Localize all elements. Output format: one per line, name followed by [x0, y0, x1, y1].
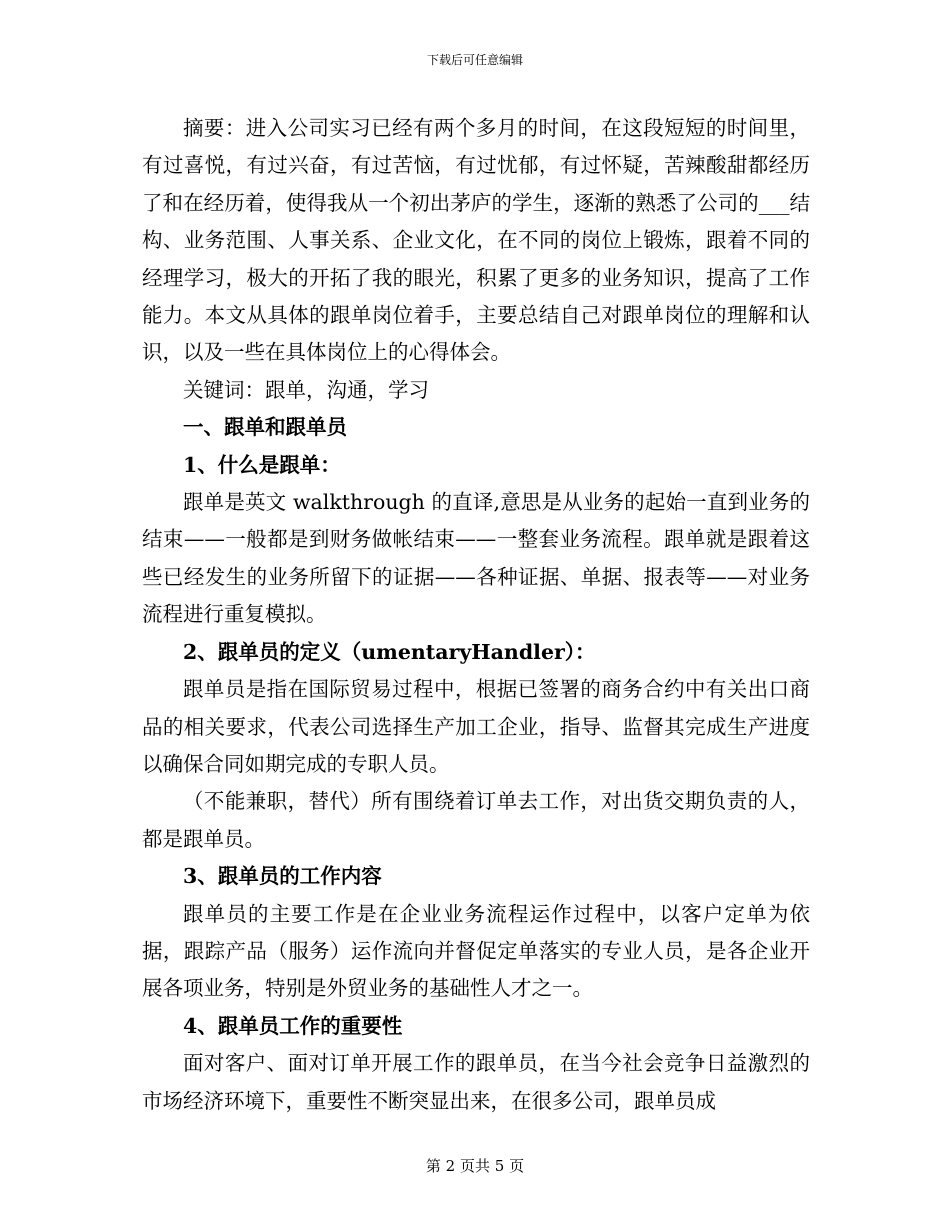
- document-body: [142, 110, 810, 1120]
- abstract-paragraph: 摘要：进入公司实习已经有两个多月的时间，在这段短短的时间里，有过喜悦，有过兴奋，有过苦恼，有过忧郁，有过怀疑，苦辣酸甜都经历了和在经历着，使得我从一个初出茅庐的学生，逐渐的熟悉了公司的___结构、业务范围、人事关系、企业文化，在不同的岗位上锻炼，跟着不同的经理学习，极大的开拓了我的眼光，积累了更多的业务知识，提高了工作能力。本文从具体的跟单岗位着手，主要总结自己对跟单岗位的理解和认识，以及一些在具体岗位上的心得体会。: [142, 116, 810, 365]
- keywords-line: 关键词：跟单，沟通，学习: [183, 377, 429, 402]
- page-footer: 第 2 页共 5 页: [425, 1157, 525, 1175]
- page-header: 下载后可任意编辑: [426, 53, 523, 67]
- subheading-4: 4、跟单员工作的重要性: [183, 1013, 403, 1038]
- section-heading-1: 一、跟单和跟单员: [183, 415, 347, 440]
- paragraph-4: 跟单员的主要工作是在企业业务流程运作过程中，以客户定单为依据，跟踪产品（服务）运作流向并督促定单落实的专业人员，是各企业开展各项业务，特别是外贸业务的基础性人才之一。: [142, 901, 810, 1001]
- subheading-1: 1、什么是跟单：: [183, 452, 341, 477]
- paragraph-1: 跟单是英文 walkthrough 的直译,意思是从业务的起始一直到业务的结束——一般都是到财务做帐结束——一整套业务流程。跟单就是跟着这些已经发生的业务所留下的证据——各种证据、单据、报表等——对业务流程进行重复模拟。: [142, 490, 810, 627]
- subheading-3: 3、跟单员的工作内容: [183, 864, 382, 889]
- subheading-2: 2、跟单员的定义（umentaryHandler）：: [183, 639, 596, 664]
- paragraph-3: （不能兼职，替代）所有围绕着订单去工作，对出货交期负责的人，都是跟单员。: [142, 789, 810, 851]
- paragraph-5: 面对客户、面对订单开展工作的跟单员，在当今社会竞争日益激烈的市场经济环境下，重要性不断突显出来，在很多公司，跟单员成: [142, 1051, 810, 1113]
- paragraph-2: 跟单员是指在国际贸易过程中，根据已签署的商务合约中有关出口商品的相关要求，代表公司选择生产加工企业，指导、监督其完成生产进度以确保合同如期完成的专职人员。: [142, 677, 810, 776]
